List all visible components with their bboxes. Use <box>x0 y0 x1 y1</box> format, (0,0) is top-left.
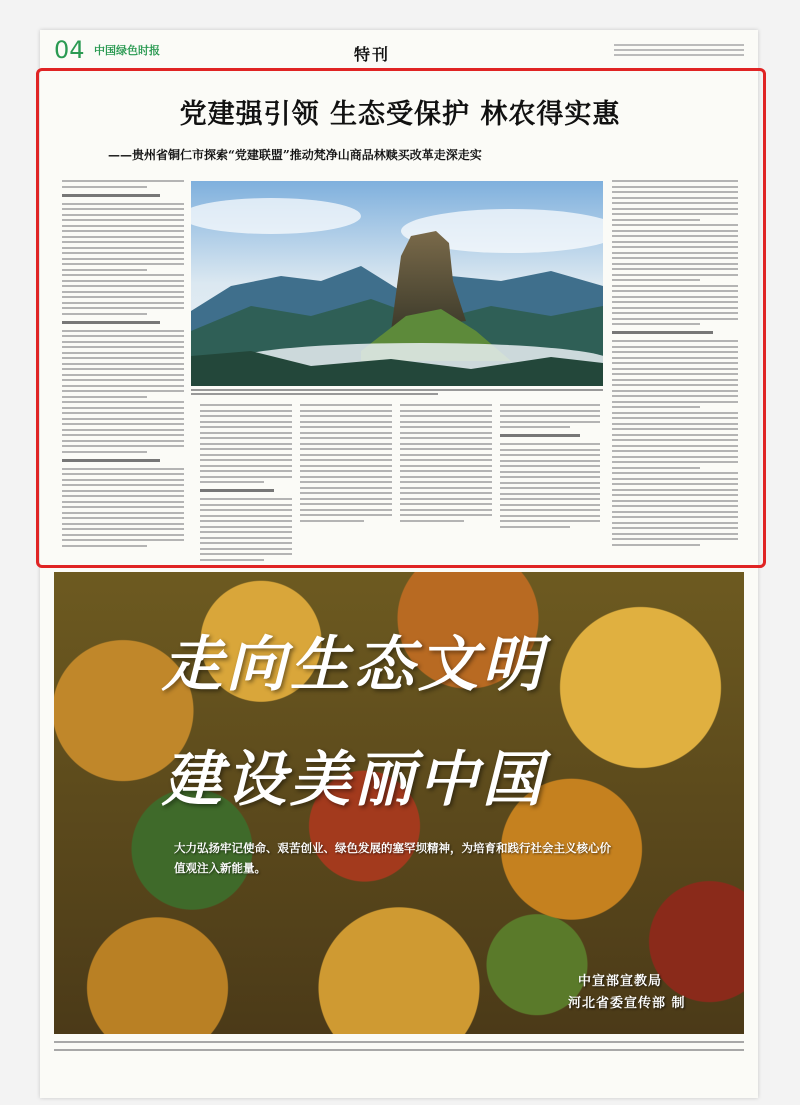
paper-name-logo: 中国绿色时报 <box>94 44 160 57</box>
page-header <box>54 36 744 69</box>
header-info <box>614 44 744 60</box>
public-service-ad <box>54 572 744 1034</box>
section-title: 特刊 <box>354 45 391 64</box>
ad-title-line2: 建设美丽中国 <box>162 745 546 815</box>
ad-sponsor-2: 河北省委宣传部 制 <box>568 996 686 1011</box>
article-subhead: ——贵州省铜仁市探索“党建联盟”推动梵净山商品林赎买改革走深走实 <box>108 148 482 162</box>
ad-title-line1: 走向生态文明 <box>162 630 546 700</box>
page-footer <box>54 1036 744 1062</box>
highlight-box <box>36 68 766 568</box>
ad-slogan: 大力弘扬牢记使命、艰苦创业、绿色发展的塞罕坝精神，为培育和践行社会主义核心价值观注入新能量。 <box>174 841 611 875</box>
page-number: 04 <box>54 36 85 64</box>
article-headline: 党建强引领 生态受保护 林农得实惠 <box>179 99 621 130</box>
ad-sponsor-1: 中宣部宣教局 <box>578 974 663 989</box>
